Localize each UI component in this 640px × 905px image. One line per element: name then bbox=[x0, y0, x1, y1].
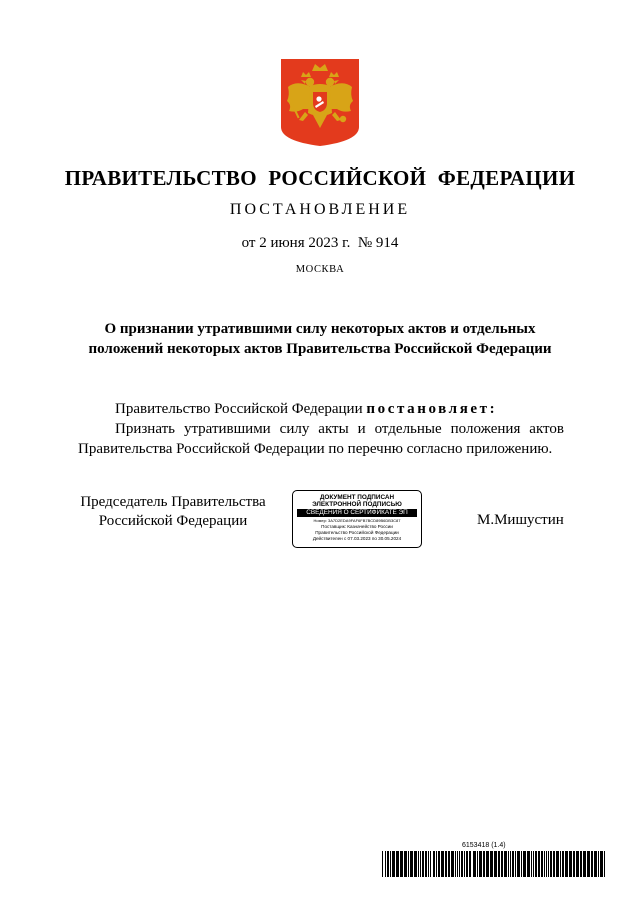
barcode-bar bbox=[382, 851, 383, 877]
barcode-bar bbox=[418, 851, 419, 877]
barcode-bar bbox=[550, 851, 552, 877]
barcode-bar bbox=[464, 851, 465, 877]
stamp-owner: Правительство Российской Федерации bbox=[315, 530, 399, 535]
subject-line: положений некоторых актов Правительства Российской Федерации bbox=[88, 341, 552, 357]
barcode-bar bbox=[576, 851, 579, 877]
barcode-bar bbox=[408, 851, 409, 877]
barcode-bar bbox=[483, 851, 485, 877]
barcode-bar bbox=[455, 851, 456, 877]
signer-name: М.Мишустин bbox=[477, 512, 564, 528]
barcode-bar bbox=[535, 851, 537, 877]
barcode-bar bbox=[425, 851, 427, 877]
stamp-title: ДОКУМЕНТ ПОДПИСАН bbox=[319, 494, 395, 501]
stamp-number: Номер: 3A7D2EDA9FAF6FB7BCD89B6DB3C87 bbox=[313, 518, 401, 523]
barcode-icon bbox=[382, 851, 608, 877]
barcode-bar bbox=[573, 851, 575, 877]
barcode-bar bbox=[457, 851, 458, 877]
document-subject bbox=[0, 319, 640, 359]
barcode-bar bbox=[396, 851, 399, 877]
barcode-bar bbox=[385, 851, 386, 877]
barcode-bar bbox=[430, 851, 431, 877]
barcode-bar bbox=[594, 851, 597, 877]
barcode-bar bbox=[422, 851, 424, 877]
russian-coat-of-arms-icon bbox=[279, 57, 361, 147]
barcode-bar bbox=[428, 851, 429, 877]
barcode-bar bbox=[404, 851, 407, 877]
barcode-bar bbox=[436, 851, 437, 877]
document-code: 6153418 (1.4) bbox=[462, 842, 506, 849]
barcode-bar bbox=[548, 851, 549, 877]
barcode-bar bbox=[473, 851, 476, 877]
subject-line: О признании утратившими силу некоторых актов и отдельных bbox=[104, 321, 536, 337]
barcode-bar bbox=[414, 851, 417, 877]
barcode-bar bbox=[451, 851, 454, 877]
barcode-bar bbox=[565, 851, 568, 877]
barcode-bar bbox=[604, 851, 605, 877]
barcode-bar bbox=[556, 851, 559, 877]
barcode-bar bbox=[477, 851, 478, 877]
stamp-issuer: Поставщик: Казначейство России bbox=[321, 524, 393, 529]
barcode-bar bbox=[501, 851, 503, 877]
barcode-bar bbox=[531, 851, 532, 877]
decree-line: Правительства Российской Федерации по перечню согласно приложению. bbox=[78, 441, 553, 457]
decree-line: Признать утратившими силу акты и отдельные положения актов bbox=[115, 421, 564, 437]
barcode-bar bbox=[553, 851, 555, 877]
barcode-bar bbox=[598, 851, 599, 877]
barcode-bar bbox=[433, 851, 435, 877]
barcode-bar bbox=[517, 851, 520, 877]
barcode-bar bbox=[448, 851, 450, 877]
barcode-bar bbox=[469, 851, 471, 877]
barcode-bar bbox=[587, 851, 590, 877]
barcode-bar bbox=[466, 851, 468, 877]
signer-title bbox=[78, 493, 268, 531]
barcode-bar bbox=[504, 851, 507, 877]
barcode-bar bbox=[494, 851, 497, 877]
barcode-bar bbox=[546, 851, 547, 877]
signer-title-line: Российской Федерации bbox=[98, 513, 248, 529]
barcode-bar bbox=[544, 851, 545, 877]
electronic-signature-stamp bbox=[292, 490, 422, 548]
barcode-bar bbox=[515, 851, 516, 877]
document-date-number: от 2 июня 2023 г. № 914 bbox=[241, 235, 399, 251]
intro-text: Правительство Российской Федерации bbox=[115, 401, 367, 417]
barcode-bar bbox=[490, 851, 493, 877]
barcode-bar bbox=[527, 851, 530, 877]
barcode-bar bbox=[562, 851, 564, 877]
decree-text bbox=[78, 419, 564, 459]
barcode-bar bbox=[569, 851, 572, 877]
barcode-bar bbox=[486, 851, 489, 877]
government-title: ПРАВИТЕЛЬСТВО РОССИЙСКОЙ ФЕДЕРАЦИИ bbox=[64, 166, 576, 190]
barcode-bar bbox=[420, 851, 421, 877]
barcode-bar bbox=[580, 851, 582, 877]
barcode-bar bbox=[392, 851, 395, 877]
barcode-bar bbox=[600, 851, 603, 877]
barcode-bar bbox=[533, 851, 534, 877]
barcode-bar bbox=[390, 851, 391, 877]
barcode-bar bbox=[461, 851, 463, 877]
barcode-bar bbox=[541, 851, 543, 877]
barcode-bar bbox=[445, 851, 447, 877]
barcode-bar bbox=[479, 851, 482, 877]
barcode-bar bbox=[387, 851, 389, 877]
barcode-bar bbox=[459, 851, 460, 877]
stamp-certificate-bar: СВЕДЕНИЯ О СЕРТИФИКАТЕ ЭП bbox=[297, 509, 417, 517]
barcode-bar bbox=[583, 851, 586, 877]
barcode-bar bbox=[410, 851, 413, 877]
barcode-bar bbox=[591, 851, 593, 877]
barcode-bar bbox=[498, 851, 500, 877]
barcode-bar bbox=[521, 851, 522, 877]
signer-title-line: Председатель Правительства bbox=[80, 494, 266, 510]
decrees-word: постановляет: bbox=[366, 401, 498, 417]
barcode-bar bbox=[523, 851, 526, 877]
document-type: ПОСТАНОВЛЕНИЕ bbox=[229, 201, 411, 218]
stamp-title: ЭЛЕКТРОННОЙ ПОДПИСЬЮ bbox=[312, 501, 402, 508]
barcode-bar bbox=[438, 851, 440, 877]
barcode-bar bbox=[560, 851, 561, 877]
barcode-bar bbox=[538, 851, 540, 877]
barcode-bar bbox=[441, 851, 444, 877]
stamp-validity: Действителен с 07.03.2023 по 30.05.2024 bbox=[312, 536, 402, 541]
decree-intro bbox=[115, 399, 497, 419]
barcode-bar bbox=[512, 851, 514, 877]
document-place: МОСКВА bbox=[295, 264, 345, 275]
barcode-bar bbox=[510, 851, 511, 877]
barcode-bar bbox=[400, 851, 403, 877]
barcode-bar bbox=[508, 851, 509, 877]
